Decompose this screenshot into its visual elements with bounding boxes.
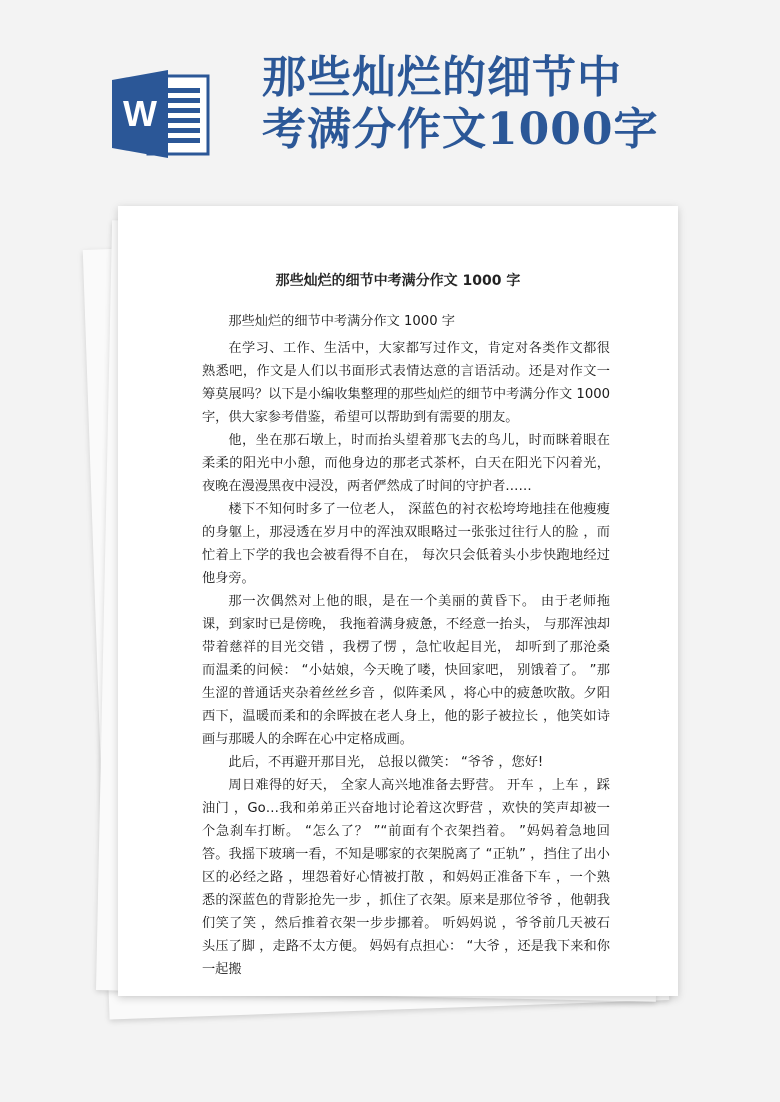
document-paragraph: 那一次偶然对上他的眼，是在一个美丽的黄昏下。 由于老师拖课，到家时已是傍晚， 我拖着满身疲惫，不经意一抬头， 与那浑浊却带着慈祥的目光交错 ，我楞了愣 ，急忙收起目光， 却听到了那沧桑而温柔的问候： “小姑娘，今天晚了喽，快回家吧， 别饿着了。 ”那生涩的普通话夹杂着丝丝乡音 ，似阵柔风 ，将心中的疲惫吹散。夕阳西下，温暖而柔和的余晖披在老人身上，他的影子被拉长 ，他笑如诗画与那暖人的余晖在心中定格成画。 [202, 594, 610, 747]
document-paragraph: 此后，不再避开那目光， 总报以微笑： “爷爷 ，您好! [228, 755, 544, 770]
banner-title-line2: 考满分作文1000字 [262, 104, 659, 155]
document-body [202, 310, 610, 981]
document-title: 那些灿烂的细节中考满分作文 1000 字 [275, 273, 521, 289]
document-paragraph: 在学习、工作、生活中，大家都写过作文，肯定对各类作文都很熟悉吧，作文是人们以书面形式表情达意的言语活动。还是对作文一筹莫展吗？以下是小编收集整理的那些灿烂的细节中考满分作文 1000 字，供大家参考借鉴，希望可以帮助到有需要的朋友。 [202, 341, 610, 425]
word-icon-letter: W [123, 93, 157, 134]
document-page [118, 206, 678, 996]
banner-title-line1: 那些灿烂的细节中 [262, 52, 622, 103]
banner [0, 0, 780, 200]
document-paragraph: 他，坐在那石墩上，时而抬头望着那飞去的鸟儿，时而眯着眼在柔柔的阳光中小憩，而他身边的那老式茶杯，白天在阳光下闪着光，夜晚在漫漫黑夜中浸没，两者俨然成了时间的守护者…… [202, 433, 610, 494]
word-document-icon [110, 66, 212, 162]
document-paragraph: 楼下不知何时多了一位老人， 深蓝色的衬衣松垮垮地挂在他瘦瘦的身躯上，那浸透在岁月中的浑浊双眼略过一张张过往行人的脸 ，而忙着上下学的我也会被看得不自在， 每次只会低着头小步快跑地经过他身旁。 [202, 502, 610, 586]
banner-title [262, 52, 762, 156]
document-paragraph: 周日难得的好天， 全家人高兴地准备去野营。 开车 ，上车 ，踩油门 ，Go…我和弟弟正兴奋地讨论着这次野营 ，欢快的笑声却被一个急刹车打断。 “怎么了？ ”“前面有个衣架挡着。 ”妈妈着急地回答。我摇下玻璃一看，不知是哪家的衣架脱离了 “正轨” ，挡住了出小区的必经之路 ，埋怨着好心情被打散 ，和妈妈正准备下车 ，一个熟悉的深蓝色的背影抢先一步 ，抓住了衣架。原来是那位爷爷 ，他朝我们笑了笑 ，然后推着衣架一步步挪着。 听妈妈说 ，爷爷前几天被石头压了脚 ，走路不太方便。 妈妈有点担心： “大爷 ，还是我下来和你一起搬 [202, 778, 610, 977]
document-paragraph: 那些灿烂的细节中考满分作文 1000 字 [228, 314, 455, 329]
